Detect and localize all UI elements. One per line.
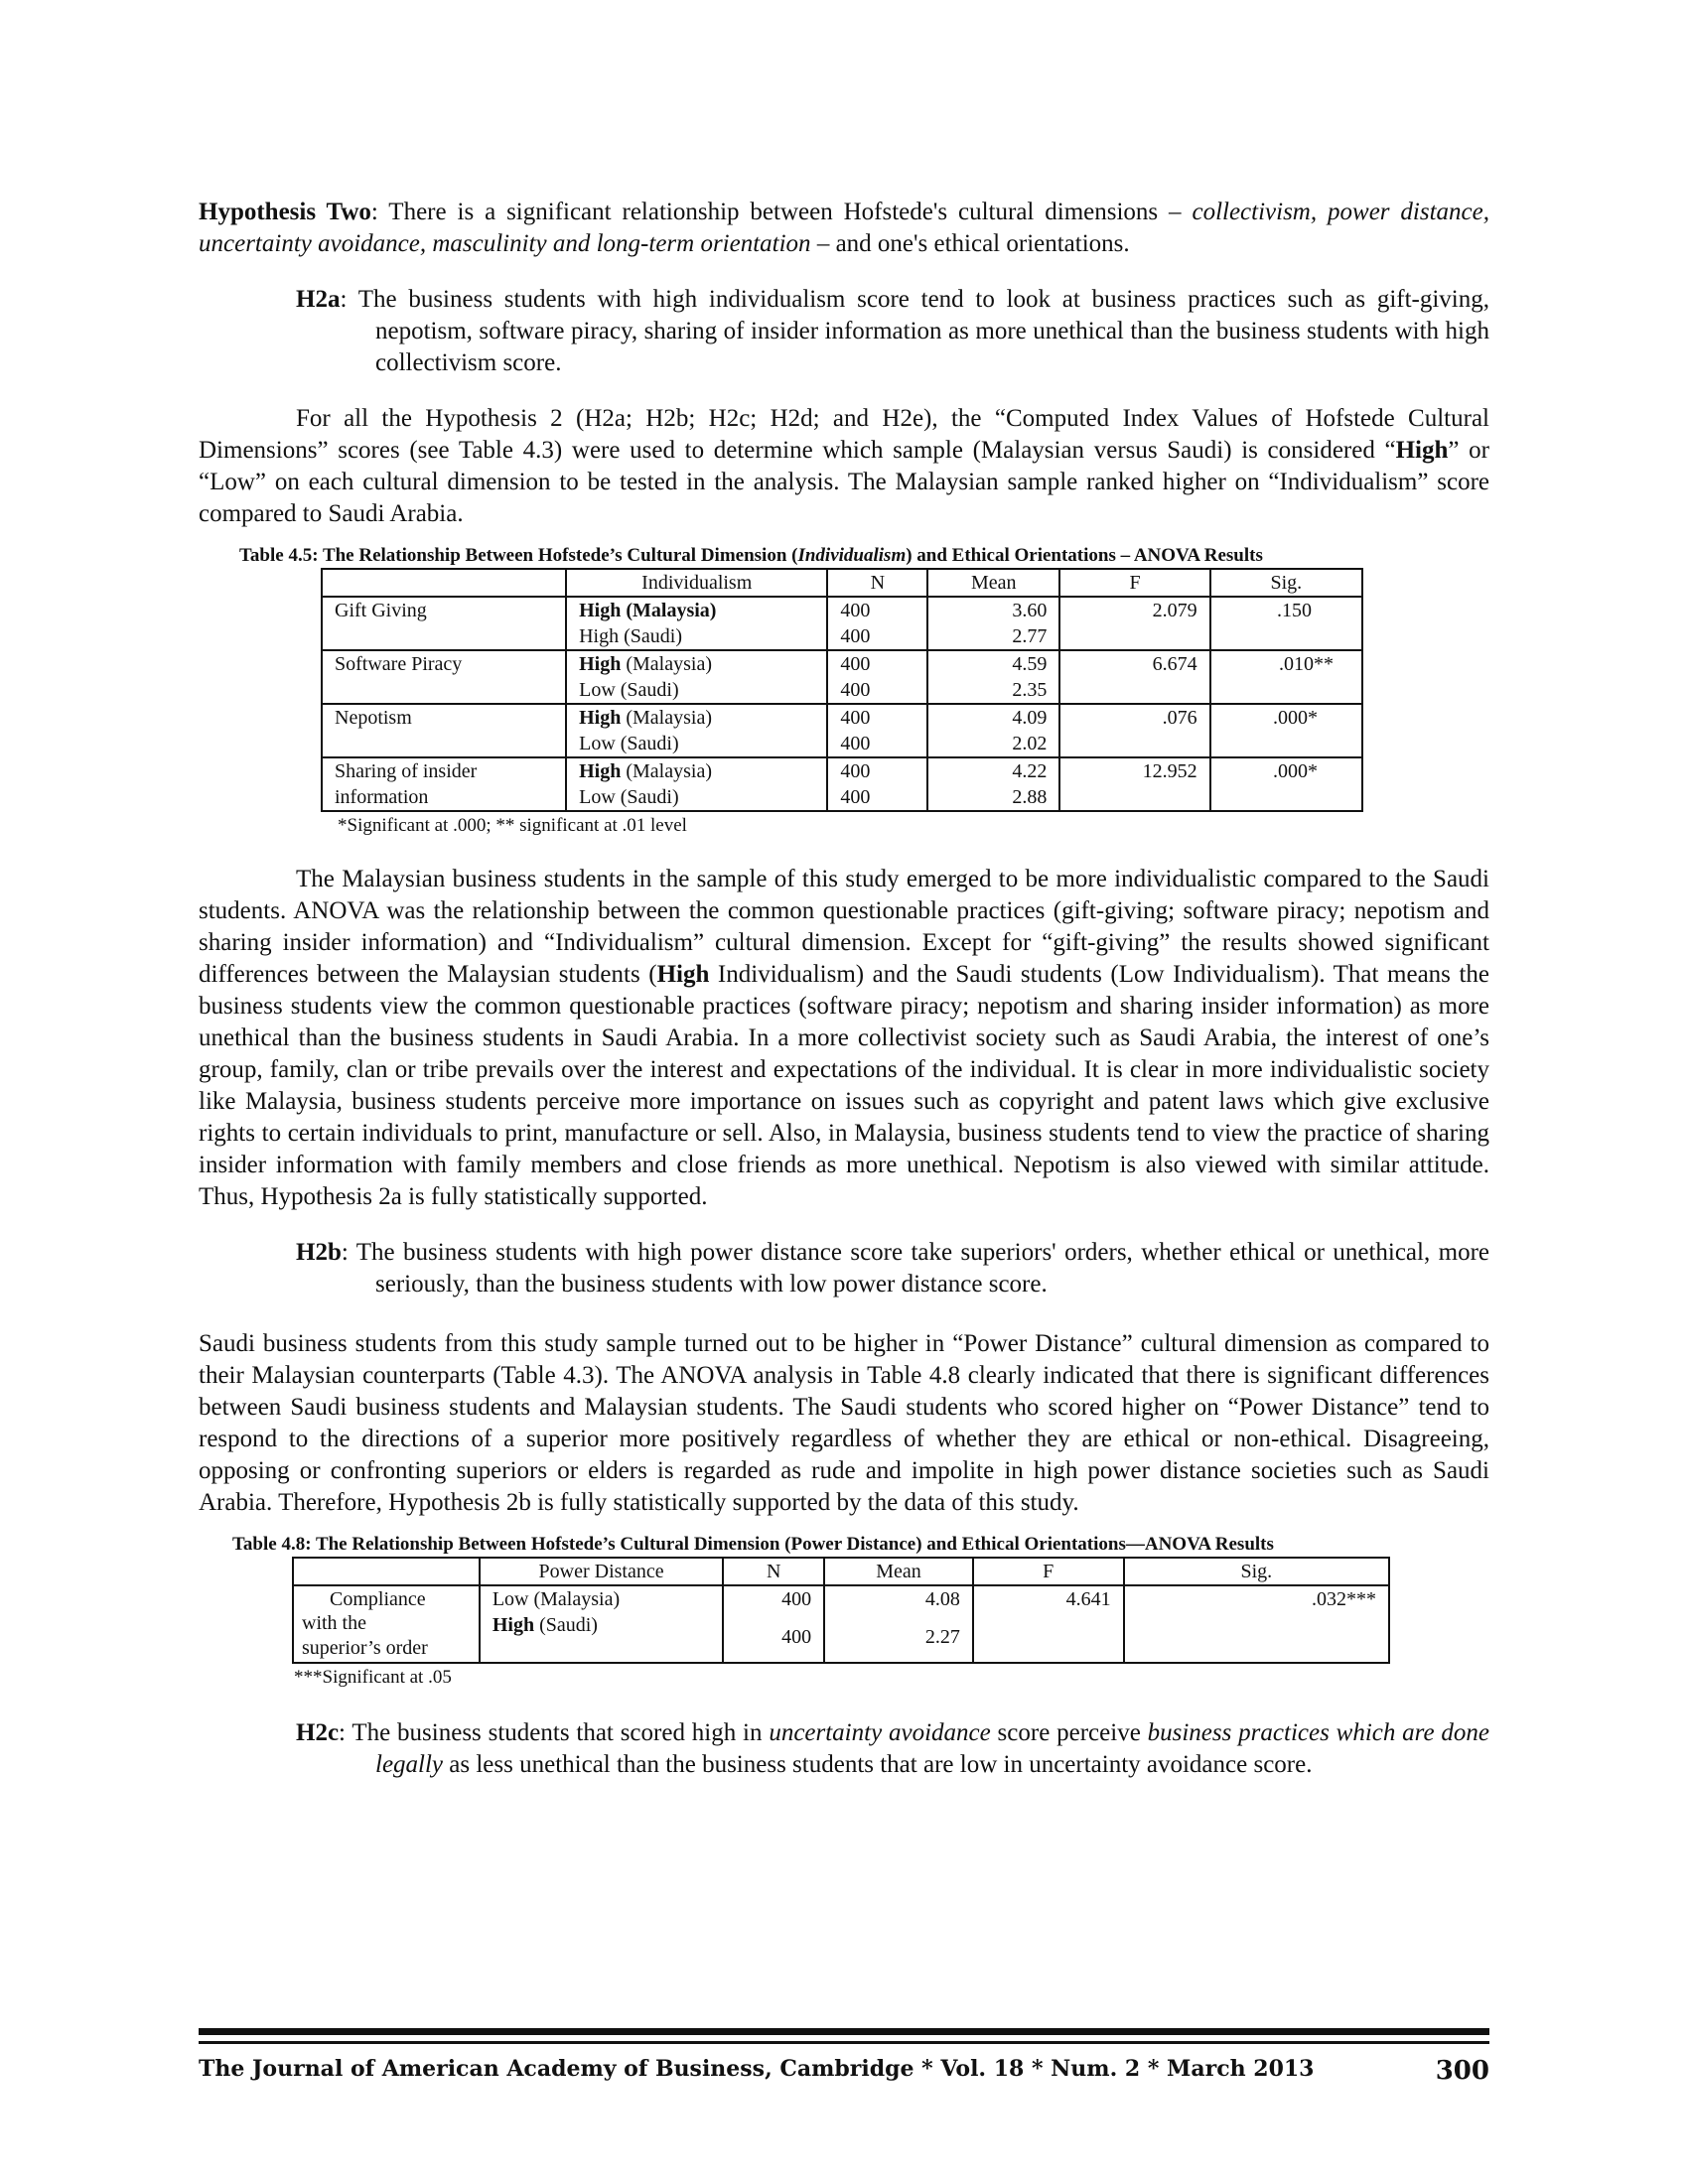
hypothesis-two-dimensions: collectivism, power distance, uncertainty avoidance, masculinity and long-term orientation [199, 199, 1489, 257]
sig-cell: .032*** [1124, 1585, 1389, 1663]
table-row [322, 597, 1362, 623]
n-cell: 400 [827, 784, 927, 811]
hypothesis-h2a: H2a: The business students with high individualism score tend to look at business practices such as gift-giving, nepotism, software piracy, sharing of insider information as more unethical than the business students with high collectivism score. [296, 286, 1489, 376]
item-cell: Nepotism [322, 704, 566, 731]
n-cell: 400 400 [723, 1585, 824, 1663]
item-cell: Compliance with the superior’s order [293, 1585, 480, 1663]
table-row [322, 677, 1362, 704]
table-row [293, 1585, 1389, 1663]
header-cell [293, 1558, 480, 1585]
h2a-label: H2a [296, 286, 341, 313]
header-cell: Sig. [1124, 1558, 1389, 1585]
f-cell: .076 [1059, 704, 1209, 731]
table-row [322, 757, 1362, 784]
table-header-row [293, 1558, 1389, 1585]
header-cell [322, 569, 566, 597]
mean-cell: 4.59 [927, 650, 1059, 677]
sig-cell: .150 [1210, 597, 1362, 623]
table-row [322, 784, 1362, 811]
h2c-label: H2c [296, 1719, 340, 1746]
sig-cell: .010** [1210, 650, 1362, 677]
f-cell: 2.079 [1059, 597, 1209, 623]
paragraph-computed-index: For all the Hypothesis 2 (H2a; H2b; H2c; H2d; and H2e), the “Computed Index Values of Hofstede Cultural Dimensions” scores (see Table 4.3) were used to determine which sample (Malaysian versus Saudi) is considered “High” or “Low” on each cultural dimension to be tested in the analysis. The Malaysian sample ranked higher on “Individualism” score compared to Saudi Arabia. [199, 405, 1489, 527]
hypothesis-h2b: H2b: The business students with high power distance score take superiors' orders, whether ethical or unethical, more seriously, than the business students with low power distance score. [296, 1239, 1489, 1297]
mean-cell: 3.60 [927, 597, 1059, 623]
level-cell: High (Malaysia) [566, 597, 827, 623]
paragraph-individualism-discussion: The Malaysian business students in the sample of this study emerged to be more individualistic compared to the Saudi students. ANOVA was the relationship between the common questionable practices (gift-giving; software piracy; nepotism and sharing insider information) and “Individualism” cultural dimension. Except for “gift-giving” the results showed significant differences between the Malaysian students (High Individualism) and the Saudi students (Low Individualism). That means the business students view the common questionable practices (software piracy; nepotism and sharing insider information) as more unethical than the business students in Saudi Arabia. In a more collectivist society such as Saudi Arabia, the interest of one’s group, family, clan or tribe prevails over the interest and expectations of the individual. It is clear in more individualistic society like Malaysia, business students perceive more importance on issues such as copyright and patent laws which give exclusive rights to certain individuals to print, manufacture or sell. Also, in Malaysia, business students tend to view the practice of sharing insider information with family members and close friends as more unethical. Nepotism is also viewed with similar attitude. Thus, Hypothesis 2a is fully statistically supported. [199, 866, 1489, 1210]
mean-cell: 2.77 [927, 623, 1059, 650]
mean-cell: 4.09 [927, 704, 1059, 731]
header-cell: Individualism [566, 569, 827, 597]
level-cell: High (Malaysia) [566, 757, 827, 784]
item-cell: Sharing of insider [322, 757, 566, 784]
f-cell: 12.952 [1059, 757, 1209, 784]
item-cell: information [322, 784, 566, 811]
n-cell: 400 [827, 757, 927, 784]
journal-name: The Journal of American Academy of Business, Cambridge * Vol. 18 * Num. 2 * March 2013 [199, 2056, 1315, 2082]
footer-rule-thick [199, 2028, 1489, 2035]
table-4-8-caption: Table 4.8: The Relationship Between Hofstede’s Cultural Dimension (Power Distance) and Ethical Orientations—ANOVA Results [232, 1534, 1274, 1555]
table-4-5-caption: Table 4.5: The Relationship Between Hofstede’s Cultural Dimension (Individualism) and Ethical Orientations – ANOVA Results [239, 545, 1263, 566]
n-cell: 400 [827, 597, 927, 623]
mean-cell: 4.22 [927, 757, 1059, 784]
hypothesis-h2c: H2c: The business students that scored high in uncertainty avoidance score perceive business practices which are done legally as less unethical than the business students that are low in uncertainty avoidance score. [296, 1719, 1490, 1778]
sig-cell: .000* [1210, 757, 1362, 784]
mean-cell: 4.08 2.27 [824, 1585, 973, 1663]
page-body [199, 197, 1489, 1805]
item-cell: Gift Giving [322, 597, 566, 623]
footer-rule-thin [199, 2041, 1489, 2044]
level-cell: High (Malaysia) [566, 704, 827, 731]
sig-cell: .000* [1210, 704, 1362, 731]
level-cell: Low (Malaysia) High (Saudi) [480, 1585, 724, 1663]
paragraph-power-distance: Saudi business students from this study sample turned out to be higher in “Power Distance” cultural dimension as compared to their Malaysian counterparts (Table 4.3). The ANOVA analysis in Table 4.8 clearly indicated that there is significant differences between Saudi business students and Malaysian students. The Saudi students who scored higher on “Power Distance” tend to respond to the directions of a superior more positively regardless of whether they are ethical or non-ethical. Disagreeing, opposing or confronting superiors or elders is regarded as rude and impolite in high power distance societies such as Saudi Arabia. Therefore, Hypothesis 2b is fully statistically supported by the data of this study. [199, 1330, 1489, 1516]
level-cell: Low (Saudi) [566, 731, 827, 757]
f-cell: 6.674 [1059, 650, 1209, 677]
n-cell: 400 [827, 650, 927, 677]
table-header-row [322, 569, 1362, 597]
level-cell: High (Malaysia) [566, 650, 827, 677]
level-cell: High (Saudi) [566, 623, 827, 650]
header-cell: Mean [927, 569, 1059, 597]
header-cell: Power Distance [480, 1558, 724, 1585]
mean-cell: 2.35 [927, 677, 1059, 704]
n-cell: 400 [827, 677, 927, 704]
table-4-5 [321, 568, 1363, 812]
header-cell: N [827, 569, 927, 597]
header-cell: F [973, 1558, 1124, 1585]
h2b-label: H2b [296, 1239, 342, 1266]
n-cell: 400 [827, 623, 927, 650]
level-cell: Low (Saudi) [566, 677, 827, 704]
hypothesis-two: Hypothesis Two: There is a significant relationship between Hofstede's cultural dimensions – collectivism, power distance, uncertainty avoidance, masculinity and long-term orientation – and one's ethical orientations. [199, 199, 1489, 257]
table-row [322, 623, 1362, 650]
table-4-8-note: ***Significant at .05 [294, 1667, 452, 1688]
f-cell: 4.641 [973, 1585, 1124, 1663]
table-4-5-note: *Significant at .000; ** significant at .01 level [338, 815, 687, 836]
header-cell: Mean [824, 1558, 973, 1585]
table-4-8 [292, 1557, 1390, 1664]
table-row [322, 650, 1362, 677]
header-cell: N [723, 1558, 824, 1585]
table-row [322, 704, 1362, 731]
n-cell: 400 [827, 704, 927, 731]
item-cell: Software Piracy [322, 650, 566, 677]
mean-cell: 2.88 [927, 784, 1059, 811]
page-number: 300 [1435, 2056, 1489, 2086]
level-cell: Low (Saudi) [566, 784, 827, 811]
header-cell: Sig. [1210, 569, 1362, 597]
header-cell: F [1059, 569, 1209, 597]
mean-cell: 2.02 [927, 731, 1059, 757]
hypothesis-two-label: Hypothesis Two [199, 199, 371, 225]
table-row [322, 731, 1362, 757]
n-cell: 400 [827, 731, 927, 757]
